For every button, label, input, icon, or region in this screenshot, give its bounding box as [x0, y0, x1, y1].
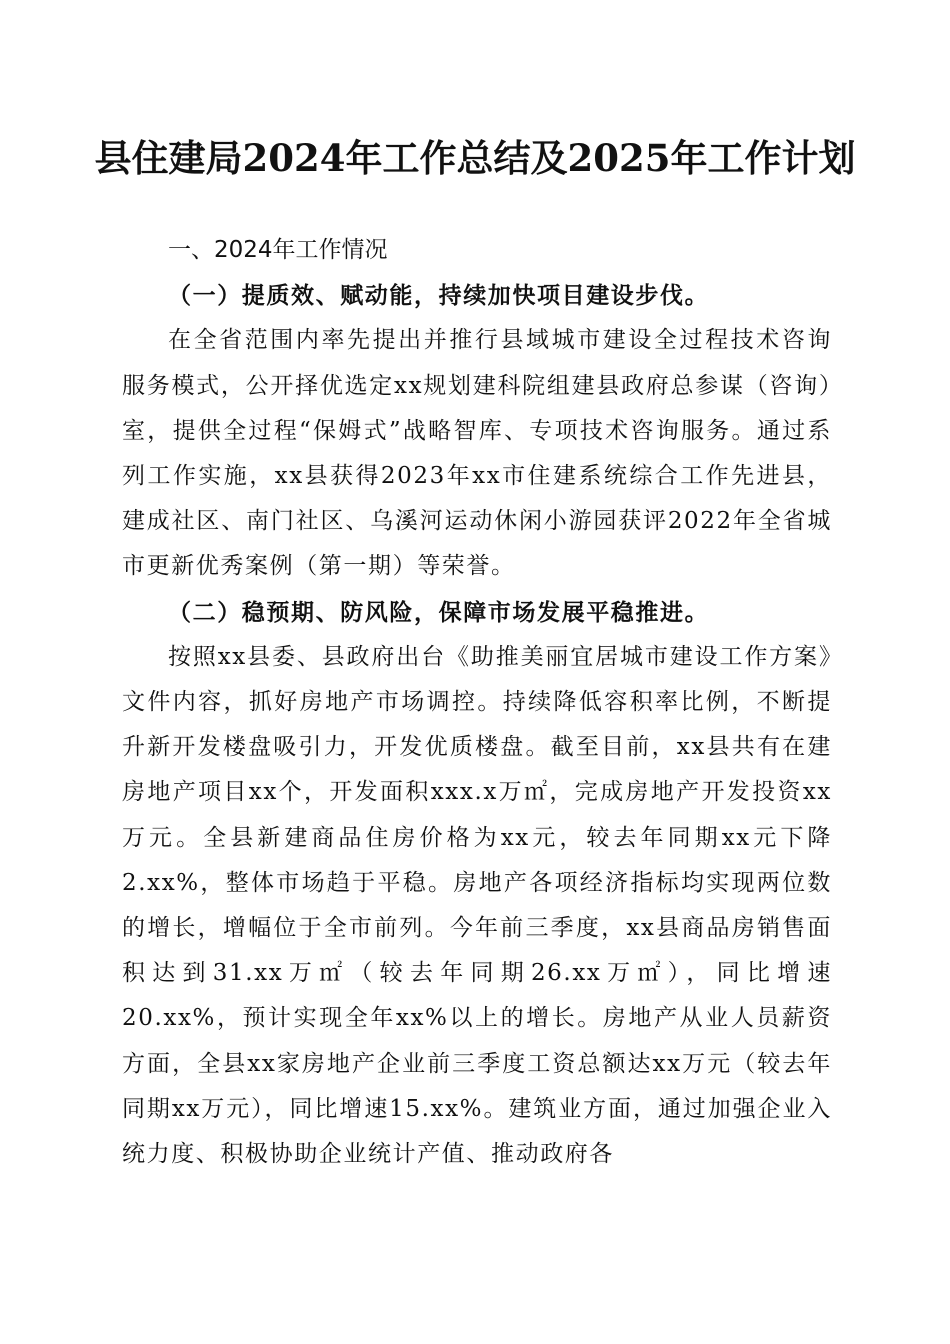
paragraph-market-stability: 按照xx县委、县政府出台《助推美丽宜居城市建设工作方案》文件内容，抓好房地产市场调控。持续降低容积率比例，不断提升新开发楼盘吸引力，开发优质楼盘。截至目前，xx县共有在建房地产项目xx个，开发面积xxx.x万㎡，完成房地产开发投资xx万元。全县新建商品住房价格为xx元，较去年同期xx元下降2.xx%，整体市场趋于平稳。房地产各项经济指标均实现两位数的增长，增幅位于全市前列。今年前三季度，xx县商品房销售面积达到31.xx万㎡（较去年同期26.xx万㎡），同比增速20.xx%，预计实现全年xx%以上的增长。房地产从业人员薪资方面，全县xx家房地产企业前三季度工资总额达xx万元（较去年同期xx万元），同比增速15.xx%。建筑业方面，通过加强企业入统力度、积极协助企业统计产值、推动政府各 [122, 643, 832, 1168]
document-title: 县住建局2024年工作总结及2025年工作计划 [94, 136, 856, 180]
section-heading-work-status: 一、2024年工作情况 [168, 237, 388, 263]
document-body [122, 228, 832, 1177]
subsection-heading-market-stability: （二）稳预期、防风险，保障市场发展平稳推进。 [168, 598, 710, 626]
subsection-heading-project-construction: （一）提质效、赋动能，持续加快项目建设步伐。 [168, 282, 710, 310]
paragraph-project-construction: 在全省范围内率先提出并推行县域城市建设全过程技术咨询服务模式，公开择优选定xx规划建科院组建县政府总参谋（咨询）室，提供全过程“保姆式”战略智库、专项技术咨询服务。通过系列工作实施，xx县获得2023年xx市住建系统综合工作先进县，建成社区、南门社区、乌溪河运动休闲小游园获评2022年全省城市更新优秀案例（第一期）等荣誉。 [122, 327, 832, 580]
